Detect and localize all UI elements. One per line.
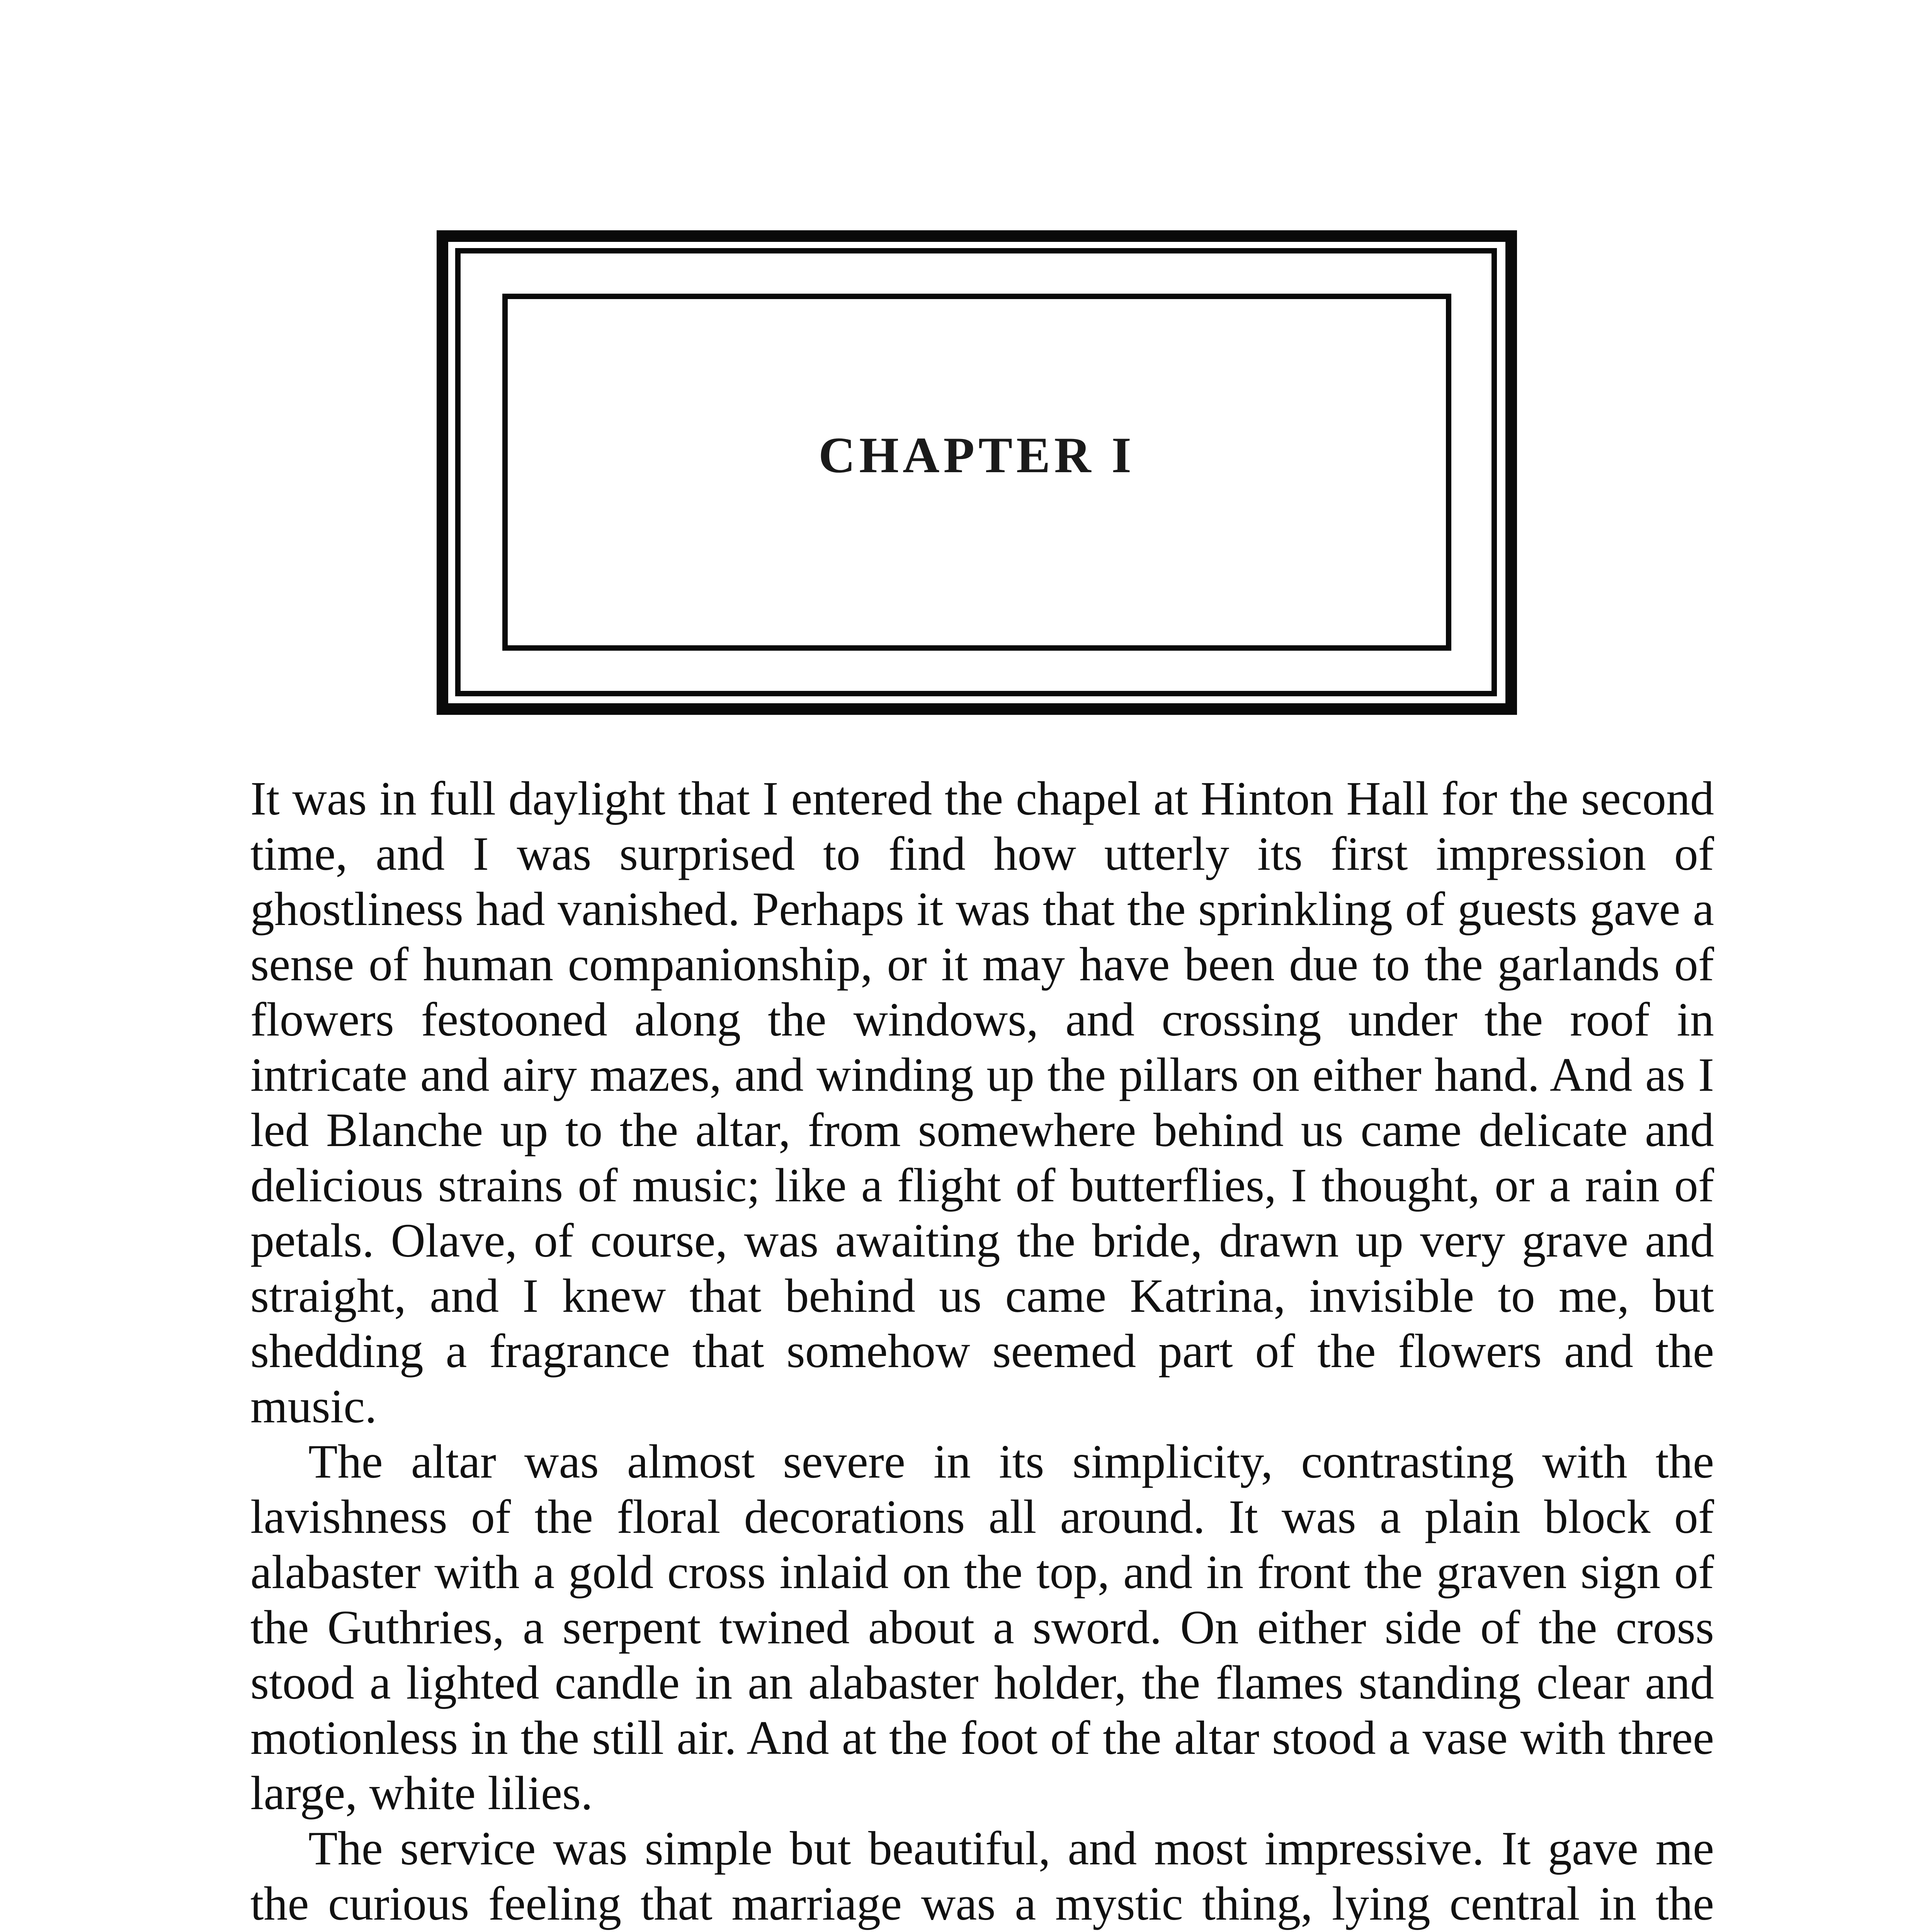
chapter-title: CHAPTER I [818,426,1135,483]
paragraph-3: The service was simple but beautiful, and most impressive. It gave me the curious feeling that marriage was a mystic thing, lying central in the [250,1822,1714,1930]
paragraph-1: It was in full daylight that I entered the chapel at Hinton Hall for the second time, and I was surprised to find how utterly its first impression of ghostliness had vanished. Perhaps it was that the sprinkling of guests gave a sense of human companionship, or it may have been due to the garlands of flowers festooned along the windows, and crossing under the roof in intricate and airy mazes, and winding up the pillars on either hand. And as I led Blanche up to the altar, from somewhere behind us came delicate and delicious strains of music; like a flight of butterflies, I thought, or a rain of petals. Olave, of course, was awaiting the bride, drawn up very grave and straight, and I knew that behind us came Katrina, invisible to me, but shedding a fragrance that somehow seemed part of the flowers and the music. [250,772,1714,1433]
main-text [250,771,1714,1932]
paragraph-2: The altar was almost severe in its simplicity, contrasting with the lavishness of the floral decorations all around. It was a plain block of alabaster with a gold cross inlaid on the top, and in front the graven sign of the Guthries, a serpent twined about a sword. On either side of the cross stood a lighted candle in an alabaster holder, the flames standing clear and motionless in the still air. And at the foot of the altar stood a vase with three large, white lilies. [250,1435,1714,1820]
